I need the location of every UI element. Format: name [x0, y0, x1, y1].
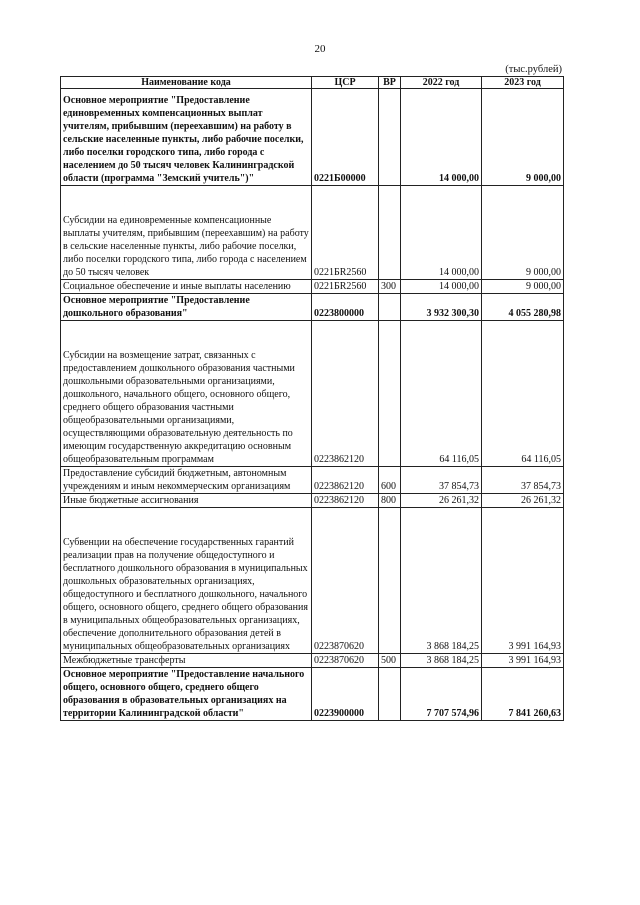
- row-2022: 3 932 300,30: [401, 294, 482, 321]
- page-number: 20: [314, 43, 326, 55]
- row-2023: 64 116,05: [482, 321, 564, 467]
- table-row: [61, 321, 564, 467]
- row-2023: 26 261,32: [482, 494, 564, 508]
- row-name: Субвенции на обеспечение государственных гарантий реализации прав на получение общедоступного и бесплатного дошкольного образования в муниципальных дошкольных образовательных организациях, общедоступного и бесплатного дошкольного, начального общего, основного общего, среднего общего образования в муниципальных общеобразовательных организациях, обеспечение дополнительного образования детей в муниципальных общеобразовательных организациях: [61, 508, 312, 654]
- row-2023: 9 000,00: [482, 280, 564, 294]
- table-row: [61, 508, 564, 654]
- row-vr: [379, 294, 401, 321]
- row-vr: [379, 186, 401, 280]
- row-2022: 14 000,00: [401, 89, 482, 186]
- row-vr: [379, 508, 401, 654]
- header-2023: 2023 год: [482, 77, 564, 89]
- row-vr: [379, 668, 401, 721]
- table-row: [61, 668, 564, 721]
- row-csr: 0221Б00000: [312, 89, 379, 186]
- row-csr: 0221БR2560: [312, 186, 379, 280]
- row-csr: 0223862120: [312, 494, 379, 508]
- row-vr: [379, 321, 401, 467]
- row-vr: 600: [379, 467, 401, 494]
- header-name: Наименование кода: [61, 77, 312, 89]
- row-2023: 4 055 280,98: [482, 294, 564, 321]
- row-2022: 3 868 184,25: [401, 654, 482, 668]
- header-vr: ВР: [379, 77, 401, 89]
- row-name: Субсидии на единовременные компенсационные выплаты учителям, прибывшим (переехавшим) на работу в сельские населенные пункты, либо рабочие поселки, либо поселки городского типа, либо города с населением до 50 тысяч человек: [61, 186, 312, 280]
- row-csr: 0223862120: [312, 321, 379, 467]
- units-label: (тыс.рублей): [505, 64, 562, 75]
- row-csr: 0221БR2560: [312, 280, 379, 294]
- row-2023: 9 000,00: [482, 186, 564, 280]
- row-2023: 9 000,00: [482, 89, 564, 186]
- table-row: [61, 654, 564, 668]
- row-vr: 800: [379, 494, 401, 508]
- table-row: [61, 280, 564, 294]
- row-2023: 3 991 164,93: [482, 654, 564, 668]
- header-2022: 2022 год: [401, 77, 482, 89]
- row-csr: 0223870620: [312, 508, 379, 654]
- budget-table: [60, 76, 564, 721]
- row-name: Иные бюджетные ассигнования: [61, 494, 312, 508]
- table-row: [61, 294, 564, 321]
- row-2022: 14 000,00: [401, 280, 482, 294]
- table-row: [61, 186, 564, 280]
- row-vr: 300: [379, 280, 401, 294]
- row-2022: 26 261,32: [401, 494, 482, 508]
- row-name: Основное мероприятие "Предоставление дошкольного образования": [61, 294, 312, 321]
- table-header-row: [61, 77, 564, 89]
- row-vr: 500: [379, 654, 401, 668]
- row-2022: 37 854,73: [401, 467, 482, 494]
- row-2022: 14 000,00: [401, 186, 482, 280]
- row-csr: 0223862120: [312, 467, 379, 494]
- row-csr: 0223900000: [312, 668, 379, 721]
- table-row: [61, 494, 564, 508]
- row-name: Социальное обеспечение и иные выплаты населению: [61, 280, 312, 294]
- row-name: Субсидии на возмещение затрат, связанных с предоставлением дошкольного образования частными дошкольными образовательными организациями, дошкольного, начального общего, основного общего, среднего общего образования частными общеобразовательными организациями, осуществляющими образовательную деятельность по имеющим государственную аккредитацию основным общеобразовательным программам: [61, 321, 312, 467]
- row-2022: 3 868 184,25: [401, 508, 482, 654]
- row-2022: 64 116,05: [401, 321, 482, 467]
- row-csr: 0223800000: [312, 294, 379, 321]
- row-name: Основное мероприятие "Предоставление единовременных компенсационных выплат учителям, прибывшим (переехавшим) на работу в сельские населенные пункты, либо рабочие поселки, либо поселки городского типа, либо города с населением до 50 тысяч человек Калининградской области (программа "Земский учитель")": [61, 89, 312, 186]
- table-row: [61, 89, 564, 186]
- row-name: Основное мероприятие "Предоставление начального общего, основного общего, среднего общего образования в образовательных организациях на территории Калининградской области": [61, 668, 312, 721]
- row-name: Межбюджетные трансферты: [61, 654, 312, 668]
- row-vr: [379, 89, 401, 186]
- row-csr: 0223870620: [312, 654, 379, 668]
- row-2023: 3 991 164,93: [482, 508, 564, 654]
- header-csr: ЦСР: [312, 77, 379, 89]
- row-2023: 7 841 260,63: [482, 668, 564, 721]
- row-2022: 7 707 574,96: [401, 668, 482, 721]
- row-name: Предоставление субсидий бюджетным, автономным учреждениям и иным некоммерческим организациям: [61, 467, 312, 494]
- table-row: [61, 467, 564, 494]
- row-2023: 37 854,73: [482, 467, 564, 494]
